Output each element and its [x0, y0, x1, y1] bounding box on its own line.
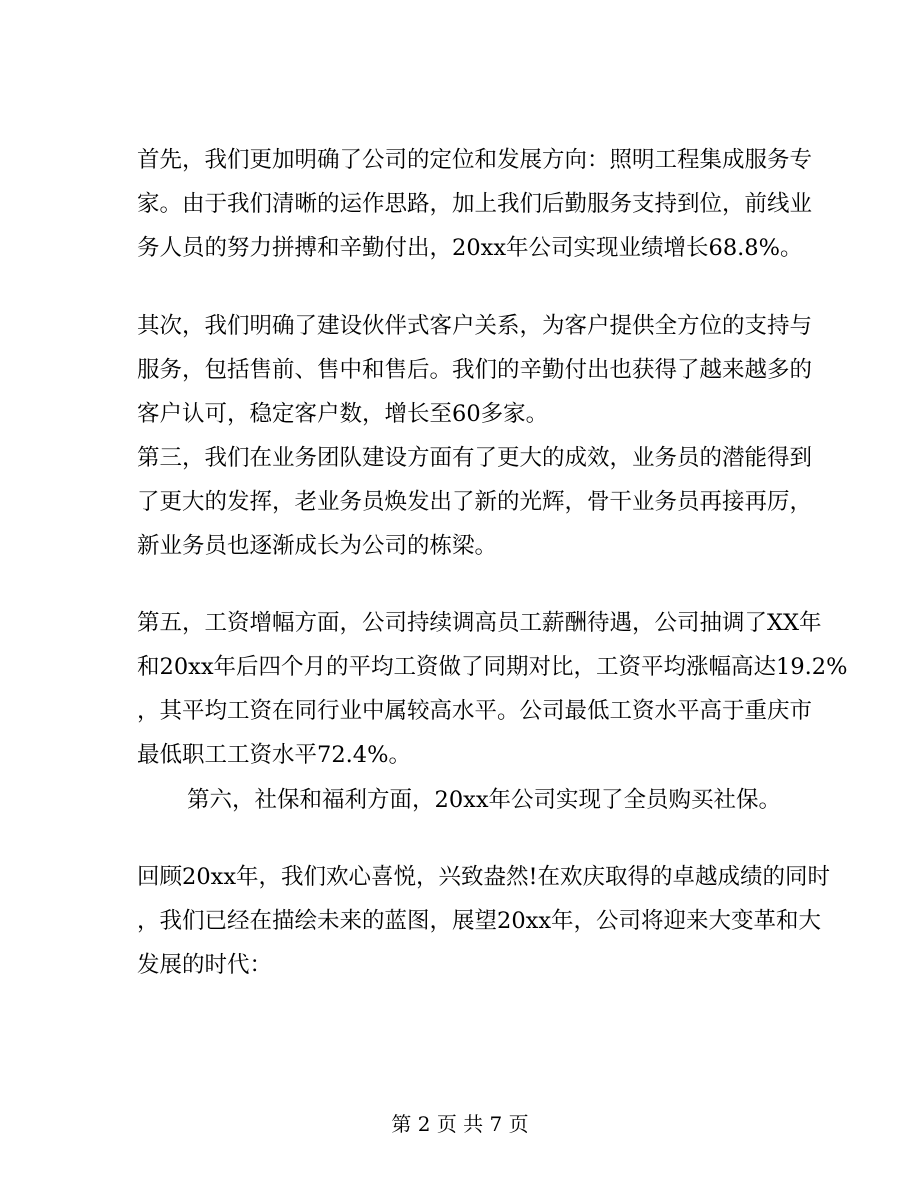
- text-line: 新业务员也逐渐成长为公司的栋梁。: [137, 533, 498, 559]
- text-line: 客户认可，稳定客户数，增长至60多家。: [137, 401, 549, 427]
- text-line: 第六，社保和福利方面，20xx年公司实现了全员购买社保。: [187, 787, 782, 813]
- text-line: ，我们已经在描绘未来的蓝图，展望20xx年，公司将迎来大变革和大: [137, 908, 822, 934]
- text-line: 第五，工资增幅方面，公司持续调高员工薪酬待遇，公司抽调了XX年: [137, 610, 822, 636]
- page-number-footer: 第 2 页 共 7 页: [391, 1112, 529, 1136]
- text-line: 其次，我们明确了建设伙伴式客户关系，为客户提供全方位的支持与: [137, 313, 813, 339]
- text-line: 第三，我们在业务团队建设方面有了更大的成效，业务员的潜能得到: [137, 445, 813, 471]
- text-line: 和20xx年后四个月的平均工资做了同期对比，工资平均涨幅高达19.2%: [137, 654, 848, 680]
- text-line: 了更大的发挥，老业务员焕发出了新的光辉，骨干业务员再接再厉，: [137, 489, 813, 515]
- text-line: 服务，包括售前、售中和售后。我们的辛勤付出也获得了越来越多的: [137, 357, 813, 383]
- text-line: 回顾20xx年，我们欢心喜悦，兴致盎然!在欢庆取得的卓越成绩的同时: [137, 864, 831, 890]
- text-line: 首先，我们更加明确了公司的定位和发展方向：照明工程集成服务专: [137, 147, 813, 173]
- text-line: ，其平均工资在同行业中属较高水平。公司最低工资水平高于重庆市: [137, 698, 813, 724]
- text-line: 发展的时代：: [137, 952, 273, 978]
- text-line: 家。由于我们清晰的运作思路，加上我们后勤服务支持到位，前线业: [137, 191, 813, 217]
- text-line: 最低职工工资水平72.4%。: [137, 742, 411, 768]
- text-line: 务人员的努力拼搏和辛勤付出，20xx年公司实现业绩增长68.8%。: [137, 235, 803, 261]
